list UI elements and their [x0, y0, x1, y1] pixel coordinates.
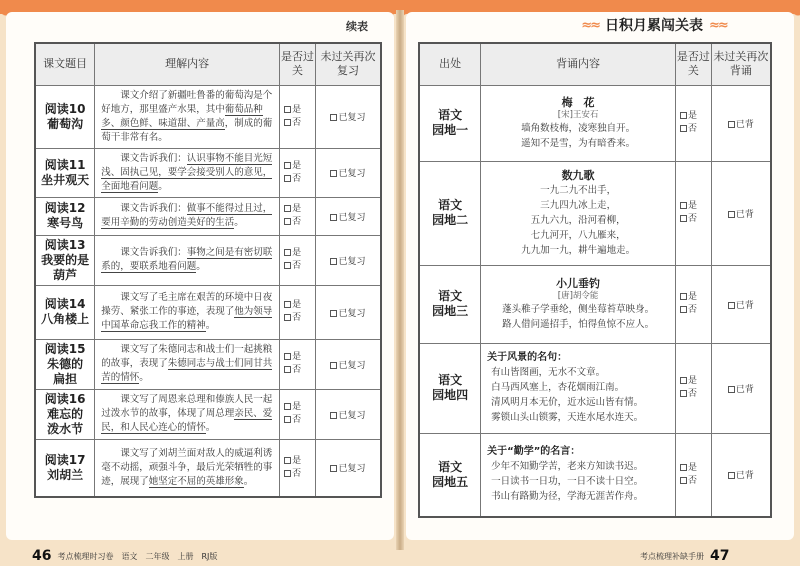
checkbox-icon[interactable]: [728, 121, 735, 128]
text-segment: 。: [196, 261, 206, 272]
lesson-title-line: 葫芦: [53, 267, 78, 282]
review-option[interactable]: [316, 166, 380, 179]
option-label: 是: [687, 462, 697, 473]
option-yes[interactable]: [680, 462, 711, 475]
checkbox-icon[interactable]: [330, 310, 337, 317]
right-footer: [640, 548, 729, 564]
option-yes[interactable]: [284, 104, 315, 117]
review-label: 已复习: [338, 464, 366, 475]
table-row: [35, 439, 381, 497]
checkbox-icon[interactable]: [680, 464, 687, 471]
review-label: 已复习: [338, 113, 366, 123]
section-banner: [522, 14, 786, 36]
text-segment: 。: [234, 217, 244, 228]
understanding-text: [101, 89, 273, 145]
understanding-text: [101, 343, 273, 385]
text-segment: 。: [205, 320, 216, 331]
review-option[interactable]: [712, 382, 770, 395]
option-label: 是: [292, 104, 302, 115]
source-line: 园地五: [432, 474, 469, 489]
recite-line: 有山皆图画，无水不文章。: [491, 367, 606, 378]
key-point-underlined: 葡萄品种多、颜色鲜、味道甜、产量高: [101, 103, 263, 129]
source-line: 园地四: [432, 388, 469, 402]
review-option[interactable]: [712, 468, 770, 481]
review-label: 已背: [735, 471, 754, 482]
option-no[interactable]: [284, 173, 315, 186]
option-label: 否: [292, 365, 302, 375]
lesson-title-line: 八角楼上: [41, 312, 90, 326]
understanding-cell: [95, 148, 280, 197]
header-source: 出处: [419, 43, 481, 85]
option-label: 是: [292, 248, 302, 258]
review-option[interactable]: [316, 408, 380, 421]
option-no[interactable]: [284, 117, 315, 130]
checkbox-icon[interactable]: [680, 293, 687, 300]
option-label: 否: [292, 468, 302, 479]
header-lesson-title: 课文题目: [35, 43, 95, 85]
header-recite-again: 未过关再次背诵: [711, 43, 771, 85]
recite-line: 少年不知勤学苦，老来方知读书迟。: [491, 461, 644, 473]
left-footer-text: 考点梳理时习卷 语文 二年级 上册 RJ版: [57, 551, 218, 561]
left-footer: [32, 548, 217, 564]
checkbox-icon[interactable]: [680, 202, 687, 209]
text-segment: 课文写了毛主席在艰苦的环境中日夜操劳、紧张工作的事迹，表现了: [101, 292, 273, 317]
pass-options-cell: [675, 161, 711, 265]
lesson-title-cell: [35, 85, 95, 148]
option-no[interactable]: [284, 364, 315, 377]
lesson-title-line: 难忘的: [47, 406, 84, 421]
option-no[interactable]: [680, 123, 711, 136]
wave-decor-icon: ≈≈: [581, 17, 599, 33]
option-no[interactable]: [284, 216, 315, 229]
left-page: [6, 12, 394, 540]
lesson-title-cell: [35, 339, 95, 389]
review-option[interactable]: [316, 358, 380, 371]
option-label: 是: [292, 455, 302, 466]
right-page: [406, 12, 794, 540]
checkbox-icon[interactable]: [680, 390, 687, 397]
checkbox-icon[interactable]: [728, 386, 735, 393]
lesson-title-cell: [35, 285, 95, 339]
checkbox-icon[interactable]: [284, 218, 291, 225]
text-segment: 课文写了周恩来总理和傣族人民一起过泼水节的故事，体现了周总理: [101, 394, 273, 419]
header-understanding: 理解内容: [95, 43, 280, 85]
table-row: [35, 148, 381, 197]
understanding-text: [101, 246, 273, 274]
option-yes[interactable]: [284, 160, 315, 173]
table-row: [419, 161, 771, 265]
understanding-cell: [95, 235, 280, 285]
recite-line: 五九六九，沿河看柳，: [530, 215, 626, 226]
review-label: 已背: [735, 119, 754, 130]
table-row: [419, 85, 771, 161]
recite-content-cell: [481, 265, 676, 343]
review-label: 已复习: [338, 308, 366, 319]
option-label: 是: [292, 402, 302, 412]
lesson-title-line: 葡萄沟: [47, 116, 84, 131]
source-line: 园地二: [432, 213, 469, 227]
source-line: 园地一: [432, 123, 469, 137]
source-line: 园地三: [432, 304, 469, 318]
option-label: 是: [292, 352, 302, 362]
recite-content-cell: [481, 161, 676, 265]
key-point-underlined: 亲民、爱民，和人民心连心的情怀: [101, 408, 273, 433]
option-yes[interactable]: [284, 203, 315, 216]
lesson-title-cell: [35, 439, 95, 497]
header-passed: 是否过关: [675, 43, 711, 85]
table-row: [35, 389, 381, 439]
checkbox-icon[interactable]: [284, 457, 291, 464]
option-no[interactable]: [284, 414, 315, 427]
checkbox-icon[interactable]: [728, 211, 735, 218]
recite-content-cell: [481, 343, 676, 433]
checkbox-icon[interactable]: [330, 465, 337, 472]
pass-options-cell: [280, 339, 316, 389]
understanding-text: [101, 291, 273, 333]
checkbox-icon[interactable]: [284, 301, 291, 308]
table-row: [35, 285, 381, 339]
checkbox-icon[interactable]: [284, 470, 291, 477]
lesson-title-line: 阅读12: [44, 201, 86, 215]
pass-options-cell: [675, 85, 711, 161]
review-label: 已复习: [338, 212, 366, 223]
review-option[interactable]: [316, 210, 380, 223]
section-title: 日积月累闯关表: [605, 18, 703, 34]
review-cell: [711, 343, 771, 433]
lesson-title-line: 阅读17: [44, 452, 86, 467]
option-no[interactable]: [680, 388, 711, 401]
option-no[interactable]: [680, 213, 711, 226]
option-label: 否: [292, 217, 302, 227]
lesson-title-line: 坐井观天: [41, 172, 90, 187]
option-label: 是: [292, 204, 302, 214]
option-no[interactable]: [284, 260, 315, 273]
checkbox-icon[interactable]: [284, 162, 291, 169]
lesson-title-line: 朱德的: [47, 356, 84, 371]
source-line: 语文: [438, 289, 463, 303]
page-number-right: 47: [710, 548, 730, 564]
understanding-cell: [95, 389, 280, 439]
understanding-cell: [95, 85, 280, 148]
recite-line: 三九四九冰上走，: [540, 200, 617, 211]
option-yes[interactable]: [680, 291, 711, 304]
pass-options-cell: [675, 433, 711, 517]
review-label: 已背: [735, 384, 754, 395]
source-cell: [419, 161, 481, 265]
key-point-underlined: 认识事物不能目光短浅、固执己见，要学会接受别人的意见，全面地看问题: [101, 152, 273, 192]
lesson-title-line: 阅读13: [44, 237, 86, 252]
recite-content-cell: [481, 433, 676, 517]
text-segment: 课文介绍了新疆吐鲁番的葡萄沟是个好地方，那里盛产水果，其中: [101, 89, 273, 115]
recite-line: 书山有路勤为径，学海无涯苦作舟。: [491, 491, 644, 503]
source-line: 语文: [438, 198, 463, 212]
text-segment: ，制成的葡萄干非常有名。: [101, 117, 273, 143]
checkbox-icon[interactable]: [728, 472, 735, 479]
pass-options-cell: [280, 85, 316, 148]
table-row: [35, 339, 381, 389]
lesson-title-line: 我要的是: [41, 252, 90, 267]
poem-title: 小儿垂钓: [556, 277, 601, 290]
checkbox-icon[interactable]: [680, 112, 687, 119]
review-cell: [315, 389, 381, 439]
table-row: [35, 235, 381, 285]
understanding-cell: [95, 339, 280, 389]
understanding-text: [101, 393, 273, 435]
checkbox-icon[interactable]: [330, 412, 337, 419]
option-yes[interactable]: [284, 247, 315, 260]
pass-options-cell: [280, 235, 316, 285]
header-review-again: 未过关再次复习: [315, 43, 381, 85]
option-label: 是: [687, 111, 697, 121]
checkbox-icon[interactable]: [284, 175, 291, 182]
option-label: 否: [687, 389, 697, 399]
checkbox-icon[interactable]: [728, 302, 735, 309]
understanding-text: [101, 152, 273, 194]
review-option[interactable]: [316, 254, 380, 267]
review-label: 已复习: [338, 410, 366, 421]
understanding-cell: [95, 197, 280, 235]
pass-options-cell: [280, 389, 316, 439]
checkbox-icon[interactable]: [284, 205, 291, 212]
text-segment: 。: [158, 180, 168, 192]
checkbox-icon[interactable]: [680, 306, 687, 313]
recite-line: 一九二九不出手，: [540, 185, 617, 196]
poem-title: 梅 花: [561, 96, 595, 109]
review-label: 已复习: [338, 360, 366, 371]
review-cell: [315, 85, 381, 148]
option-no[interactable]: [680, 475, 711, 488]
option-yes[interactable]: [680, 110, 711, 123]
pass-options-cell: [280, 197, 316, 235]
review-cell: [315, 285, 381, 339]
option-label: 否: [687, 305, 697, 315]
key-point-underlined: 事物之间是有密切联系的，要联系地看问题: [101, 247, 273, 272]
text-segment: 。: [243, 475, 254, 487]
review-cell: [711, 433, 771, 517]
option-yes[interactable]: [284, 401, 315, 414]
checkbox-icon[interactable]: [680, 477, 687, 484]
poem-title: 数九歌: [561, 169, 595, 182]
review-option[interactable]: [712, 207, 770, 220]
source-cell: [419, 265, 481, 343]
pass-options-cell: [675, 265, 711, 343]
option-label: 否: [687, 475, 697, 486]
key-point-underlined: 朱德同志与战士们同甘共苦的情怀: [101, 358, 273, 383]
pass-options-cell: [280, 285, 316, 339]
source-cell: [419, 433, 481, 517]
option-label: 否: [292, 415, 302, 425]
option-label: 是: [292, 300, 302, 310]
recite-line: 遥知不是雪，为有暗香来。: [521, 138, 636, 149]
lesson-title-cell: [35, 148, 95, 197]
text-segment: 。: [205, 422, 216, 433]
text-segment: 课文告诉我们：: [120, 152, 187, 164]
review-option[interactable]: [316, 110, 380, 123]
table-header-row: [419, 43, 771, 85]
lesson-title-line: 扁担: [53, 371, 78, 386]
review-cell: [711, 265, 771, 343]
option-label: 否: [292, 173, 302, 184]
key-point-underlined: 他为领导中国革命忘我工作的精神: [101, 306, 273, 331]
option-label: 是: [292, 160, 302, 171]
poem-author: [宋]王安石: [557, 110, 599, 120]
review-cell: [711, 85, 771, 161]
review-cell: [315, 197, 381, 235]
lesson-title-cell: [35, 197, 95, 235]
key-point-underlined: 她坚定不屈的英雄形象: [148, 475, 244, 487]
quote-subtitle: 关于风景的名句：: [487, 352, 568, 363]
recite-line: 路人借问遥招手，怕得鱼惊不应人。: [502, 319, 655, 330]
understanding-cell: [95, 439, 280, 497]
lesson-title-cell: [35, 389, 95, 439]
lesson-title-line: 刘胡兰: [47, 467, 84, 482]
table-row: [35, 85, 381, 148]
checkbox-icon[interactable]: [284, 249, 291, 256]
checkbox-icon[interactable]: [330, 170, 337, 177]
lesson-title-line: 寒号鸟: [47, 216, 84, 230]
review-cell: [711, 161, 771, 265]
review-label: 已复习: [338, 256, 366, 267]
review-cell: [315, 235, 381, 285]
table-row: [419, 343, 771, 433]
option-label: 否: [687, 124, 697, 134]
checkbox-icon[interactable]: [330, 258, 337, 265]
checkbox-icon[interactable]: [284, 353, 291, 360]
table-header-row: [35, 43, 381, 85]
checkbox-icon[interactable]: [680, 125, 687, 132]
poem-author: [唐]胡令能: [557, 291, 599, 301]
lesson-title-line: 泼水节: [47, 421, 84, 436]
recite-line: 白马西风塞上，杏花烟雨江南。: [491, 382, 625, 393]
text-segment: 课文告诉我们：: [120, 247, 187, 258]
source-cell: [419, 343, 481, 433]
option-label: 否: [292, 117, 302, 128]
table-row: [35, 197, 381, 235]
checkbox-icon[interactable]: [284, 119, 291, 126]
option-yes[interactable]: [680, 200, 711, 213]
checkbox-icon[interactable]: [330, 362, 337, 369]
recite-line: 墙角数枝梅，凌寒独自开。: [521, 123, 636, 134]
review-cell: [315, 148, 381, 197]
checkbox-icon[interactable]: [330, 114, 337, 121]
text-segment: 课文写了朱德同志和战士们一起挑粮的故事，表现了: [101, 344, 273, 369]
recite-content-cell: [481, 85, 676, 161]
option-no[interactable]: [680, 304, 711, 317]
lesson-title-line: 阅读16: [44, 391, 86, 406]
recite-line: 清风明月本无价，近水远山皆有情。: [491, 397, 644, 408]
understanding-text: [101, 447, 273, 489]
pass-options-cell: [280, 148, 316, 197]
recite-line: 蓬头稚子学垂纶，侧坐莓苔草映身。: [502, 304, 655, 315]
checkbox-icon[interactable]: [680, 377, 687, 384]
option-label: 否: [292, 313, 302, 323]
header-passed: 是否过关: [280, 43, 316, 85]
source-line: 语文: [438, 459, 463, 474]
right-footer-text: 考点梳理补缺手册: [640, 551, 704, 561]
option-label: 是: [687, 292, 697, 302]
checkbox-icon[interactable]: [284, 416, 291, 423]
header-recite-content: 背诵内容: [481, 43, 676, 85]
pass-options-cell: [280, 439, 316, 497]
wave-decor-icon: ≈≈: [709, 17, 727, 33]
review-label: 已背: [735, 300, 754, 311]
option-yes[interactable]: [680, 375, 711, 388]
option-yes[interactable]: [284, 351, 315, 364]
review-label: 已复习: [338, 169, 366, 179]
lesson-title-line: 阅读10: [44, 101, 86, 116]
option-no[interactable]: [284, 468, 315, 481]
book-spine: [396, 10, 404, 550]
option-label: 是: [687, 201, 697, 211]
recite-line: 九九加一九，耕牛遍地走。: [521, 245, 636, 256]
checkbox-icon[interactable]: [284, 106, 291, 113]
source-line: 语文: [438, 108, 463, 122]
option-no[interactable]: [284, 312, 315, 325]
option-yes[interactable]: [284, 455, 315, 468]
option-label: 否: [292, 261, 302, 271]
lesson-title-line: 阅读14: [44, 297, 86, 311]
table-row: [419, 433, 771, 517]
table-row: [419, 265, 771, 343]
checkbox-icon[interactable]: [284, 314, 291, 321]
understanding-text: [101, 202, 273, 230]
text-segment: 课文写了刘胡兰面对敌人的威逼利诱毫不动摇，顽强斗争，最后光荣牺牲的事迹，展现了: [101, 447, 273, 487]
option-yes[interactable]: [284, 299, 315, 312]
review-option[interactable]: [316, 306, 380, 319]
review-cell: [315, 439, 381, 497]
understanding-cell: [95, 285, 280, 339]
lesson-title-cell: [35, 235, 95, 285]
checkbox-icon[interactable]: [330, 214, 337, 221]
review-option[interactable]: [316, 461, 380, 474]
review-label: 已背: [735, 209, 754, 220]
source-line: 语文: [438, 373, 463, 387]
option-label: 是: [687, 376, 697, 386]
review-option[interactable]: [712, 298, 770, 311]
source-cell: [419, 85, 481, 161]
review-cell: [315, 339, 381, 389]
quote-subtitle: 关于“勤学”的名言：: [487, 446, 581, 458]
checkbox-icon[interactable]: [680, 215, 687, 222]
option-label: 否: [687, 214, 697, 224]
text-segment: 。: [139, 372, 149, 383]
checkbox-icon[interactable]: [284, 262, 291, 269]
reading-review-table: [34, 42, 382, 498]
page-number-left: 46: [32, 548, 52, 564]
recite-line: 一日读书一日功，一日不读十日空。: [491, 476, 644, 488]
recite-line: 七九河开，八九雁来，: [530, 230, 626, 241]
review-option[interactable]: [712, 117, 770, 130]
recitation-table: [418, 42, 772, 518]
lesson-title-line: 阅读11: [44, 157, 86, 172]
checkbox-icon[interactable]: [284, 403, 291, 410]
pass-options-cell: [675, 343, 711, 433]
key-point-underlined: 做事不能得过且过，要用辛勤的劳动创造美好的生活: [101, 203, 273, 228]
checkbox-icon[interactable]: [284, 366, 291, 373]
lesson-title-line: 阅读15: [44, 341, 86, 356]
text-segment: 课文告诉我们：: [120, 203, 187, 214]
recite-line: 雾锁山头山锁雾，天连水尾水连天。: [491, 412, 644, 423]
continued-label: 续表: [346, 20, 368, 33]
